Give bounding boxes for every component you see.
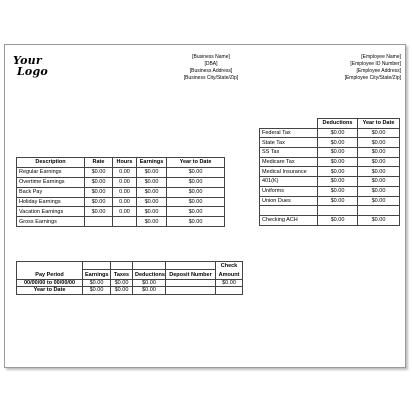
earning-description: Back Pay <box>17 187 85 197</box>
earning-amount: $0.00 <box>137 187 167 197</box>
deductions-table <box>259 118 400 226</box>
table-row <box>260 177 400 187</box>
earnings-header-earnings: Earnings <box>137 158 167 168</box>
deduction-amount: $0.00 <box>318 196 358 206</box>
pay-check-amount: $0.00 <box>216 279 243 287</box>
table-row <box>17 207 225 217</box>
business-info <box>175 54 247 82</box>
earning-hours: 0.00 <box>113 187 137 197</box>
table-row <box>260 215 400 225</box>
employee-name: [Employee Name] <box>361 54 401 60</box>
earning-ytd: $0.00 <box>167 197 225 207</box>
pay-earnings: $0.00 <box>83 279 111 287</box>
earning-hours: 0.00 <box>113 177 137 187</box>
earning-amount: $0.00 <box>137 167 167 177</box>
deduction-ytd: $0.00 <box>358 167 400 177</box>
earnings-table <box>16 157 225 227</box>
deduction-label: Uniforms <box>260 186 318 196</box>
earning-hours <box>113 217 137 227</box>
earning-amount: $0.00 <box>137 197 167 207</box>
deduction-label: 401(K) <box>260 177 318 187</box>
table-row <box>260 148 400 158</box>
deduction-amount: $0.00 <box>318 138 358 148</box>
pay-check-amount <box>216 287 243 295</box>
pay-header-deductions: Deductions <box>133 270 166 280</box>
earning-amount: $0.00 <box>137 207 167 217</box>
table-row <box>260 138 400 148</box>
deductions-header-row <box>260 119 400 129</box>
deduction-label: State Tax <box>260 138 318 148</box>
employee-id: [Employee ID Number] <box>350 61 401 67</box>
deduction-amount <box>318 206 358 216</box>
pay-header-row <box>17 270 243 280</box>
deduction-ytd: $0.00 <box>358 186 400 196</box>
deduction-amount: $0.00 <box>318 215 358 225</box>
deduction-ytd: $0.00 <box>358 128 400 138</box>
deductions-header-deductions: Deductions <box>318 119 358 129</box>
earning-rate: $0.00 <box>85 197 113 207</box>
business-city-state-zip: [Business City/State/Zip] <box>183 75 239 81</box>
earning-ytd: $0.00 <box>167 167 225 177</box>
earning-rate: $0.00 <box>85 187 113 197</box>
earning-ytd: $0.00 <box>167 217 225 227</box>
earning-description: Vacation Earnings <box>17 207 85 217</box>
deductions-header-ytd: Year to Date <box>358 119 400 129</box>
company-logo <box>13 55 53 77</box>
table-row <box>17 177 225 187</box>
pay-header-taxes: Taxes <box>111 270 133 280</box>
pay-deductions: $0.00 <box>133 279 166 287</box>
deduction-label: Checking ACH <box>260 215 318 225</box>
pay-header-earnings: Earnings <box>83 270 111 280</box>
deduction-ytd: $0.00 <box>358 177 400 187</box>
deduction-label: Federal Tax <box>260 128 318 138</box>
logo-line-1: Your <box>13 54 42 67</box>
deduction-label: Medicare Tax <box>260 157 318 167</box>
pay-stub-sheet <box>4 44 406 368</box>
earning-amount: $0.00 <box>137 217 167 227</box>
employee-address: [Employee Address] <box>356 68 401 74</box>
table-row <box>17 217 225 227</box>
pay-header-amount: Amount <box>216 270 243 280</box>
pay-period-range: 00/00/00 to 00/00/00 <box>17 279 83 287</box>
earnings-header-ytd: Year to Date <box>167 158 225 168</box>
deduction-ytd: $0.00 <box>358 157 400 167</box>
deduction-ytd: $0.00 <box>358 138 400 148</box>
pay-deposit-number <box>166 279 216 287</box>
earning-ytd: $0.00 <box>167 207 225 217</box>
earning-rate: $0.00 <box>85 167 113 177</box>
earnings-header-description: Description <box>17 158 85 168</box>
earning-rate: $0.00 <box>85 177 113 187</box>
pay-header-top-row <box>17 262 243 270</box>
pay-header-check: Check <box>216 262 243 270</box>
deduction-ytd: $0.00 <box>358 215 400 225</box>
pay-deposit-number <box>166 287 216 295</box>
earning-hours: 0.00 <box>113 207 137 217</box>
pay-year-to-date: Year to Date <box>17 287 83 295</box>
earning-description: Gross Earnings <box>17 217 85 227</box>
pay-deductions: $0.00 <box>133 287 166 295</box>
pay-header-deposit-number: Deposit Number <box>166 270 216 280</box>
deduction-amount: $0.00 <box>318 186 358 196</box>
earning-description: Regular Earnings <box>17 167 85 177</box>
business-dba: [DBA] <box>204 61 218 67</box>
deduction-amount: $0.00 <box>318 148 358 158</box>
deduction-label: Union Dues <box>260 196 318 206</box>
table-row <box>17 167 225 177</box>
earning-ytd: $0.00 <box>167 177 225 187</box>
earning-ytd: $0.00 <box>167 187 225 197</box>
table-row <box>17 187 225 197</box>
deduction-label: Medical Insurance <box>260 167 318 177</box>
pay-header-period: Pay Period <box>17 270 83 280</box>
table-row <box>17 279 243 287</box>
deduction-amount: $0.00 <box>318 128 358 138</box>
earning-description: Overtime Earnings <box>17 177 85 187</box>
deduction-amount: $0.00 <box>318 157 358 167</box>
deduction-ytd <box>358 206 400 216</box>
employee-city-state-zip: [Employee City/State/Zip] <box>344 75 401 81</box>
deduction-ytd: $0.00 <box>358 148 400 158</box>
deduction-amount: $0.00 <box>318 167 358 177</box>
table-row-blank <box>260 206 400 216</box>
deduction-label: SS Tax <box>260 148 318 158</box>
deduction-ytd: $0.00 <box>358 196 400 206</box>
earning-hours: 0.00 <box>113 167 137 177</box>
logo-line-2: Logo <box>17 65 48 78</box>
table-row <box>260 186 400 196</box>
pay-taxes: $0.00 <box>111 279 133 287</box>
earning-rate: $0.00 <box>85 207 113 217</box>
table-row <box>17 197 225 207</box>
deduction-amount: $0.00 <box>318 177 358 187</box>
earning-description: Holiday Earnings <box>17 197 85 207</box>
deductions-header-blank <box>260 119 318 129</box>
business-address: [Business Address] <box>189 68 233 74</box>
pay-period-table <box>16 261 243 295</box>
earning-amount: $0.00 <box>137 177 167 187</box>
table-row <box>260 196 400 206</box>
earnings-header-row <box>17 158 225 168</box>
table-row <box>260 167 400 177</box>
earning-rate <box>85 217 113 227</box>
table-row <box>17 287 243 295</box>
earnings-header-hours: Hours <box>113 158 137 168</box>
business-name: [Business Name] <box>192 54 230 60</box>
earnings-header-rate: Rate <box>85 158 113 168</box>
pay-taxes: $0.00 <box>111 287 133 295</box>
pay-earnings: $0.00 <box>83 287 111 295</box>
table-row <box>260 157 400 167</box>
deduction-label <box>260 206 318 216</box>
earning-hours: 0.00 <box>113 197 137 207</box>
table-row <box>260 128 400 138</box>
employee-info <box>321 54 401 82</box>
